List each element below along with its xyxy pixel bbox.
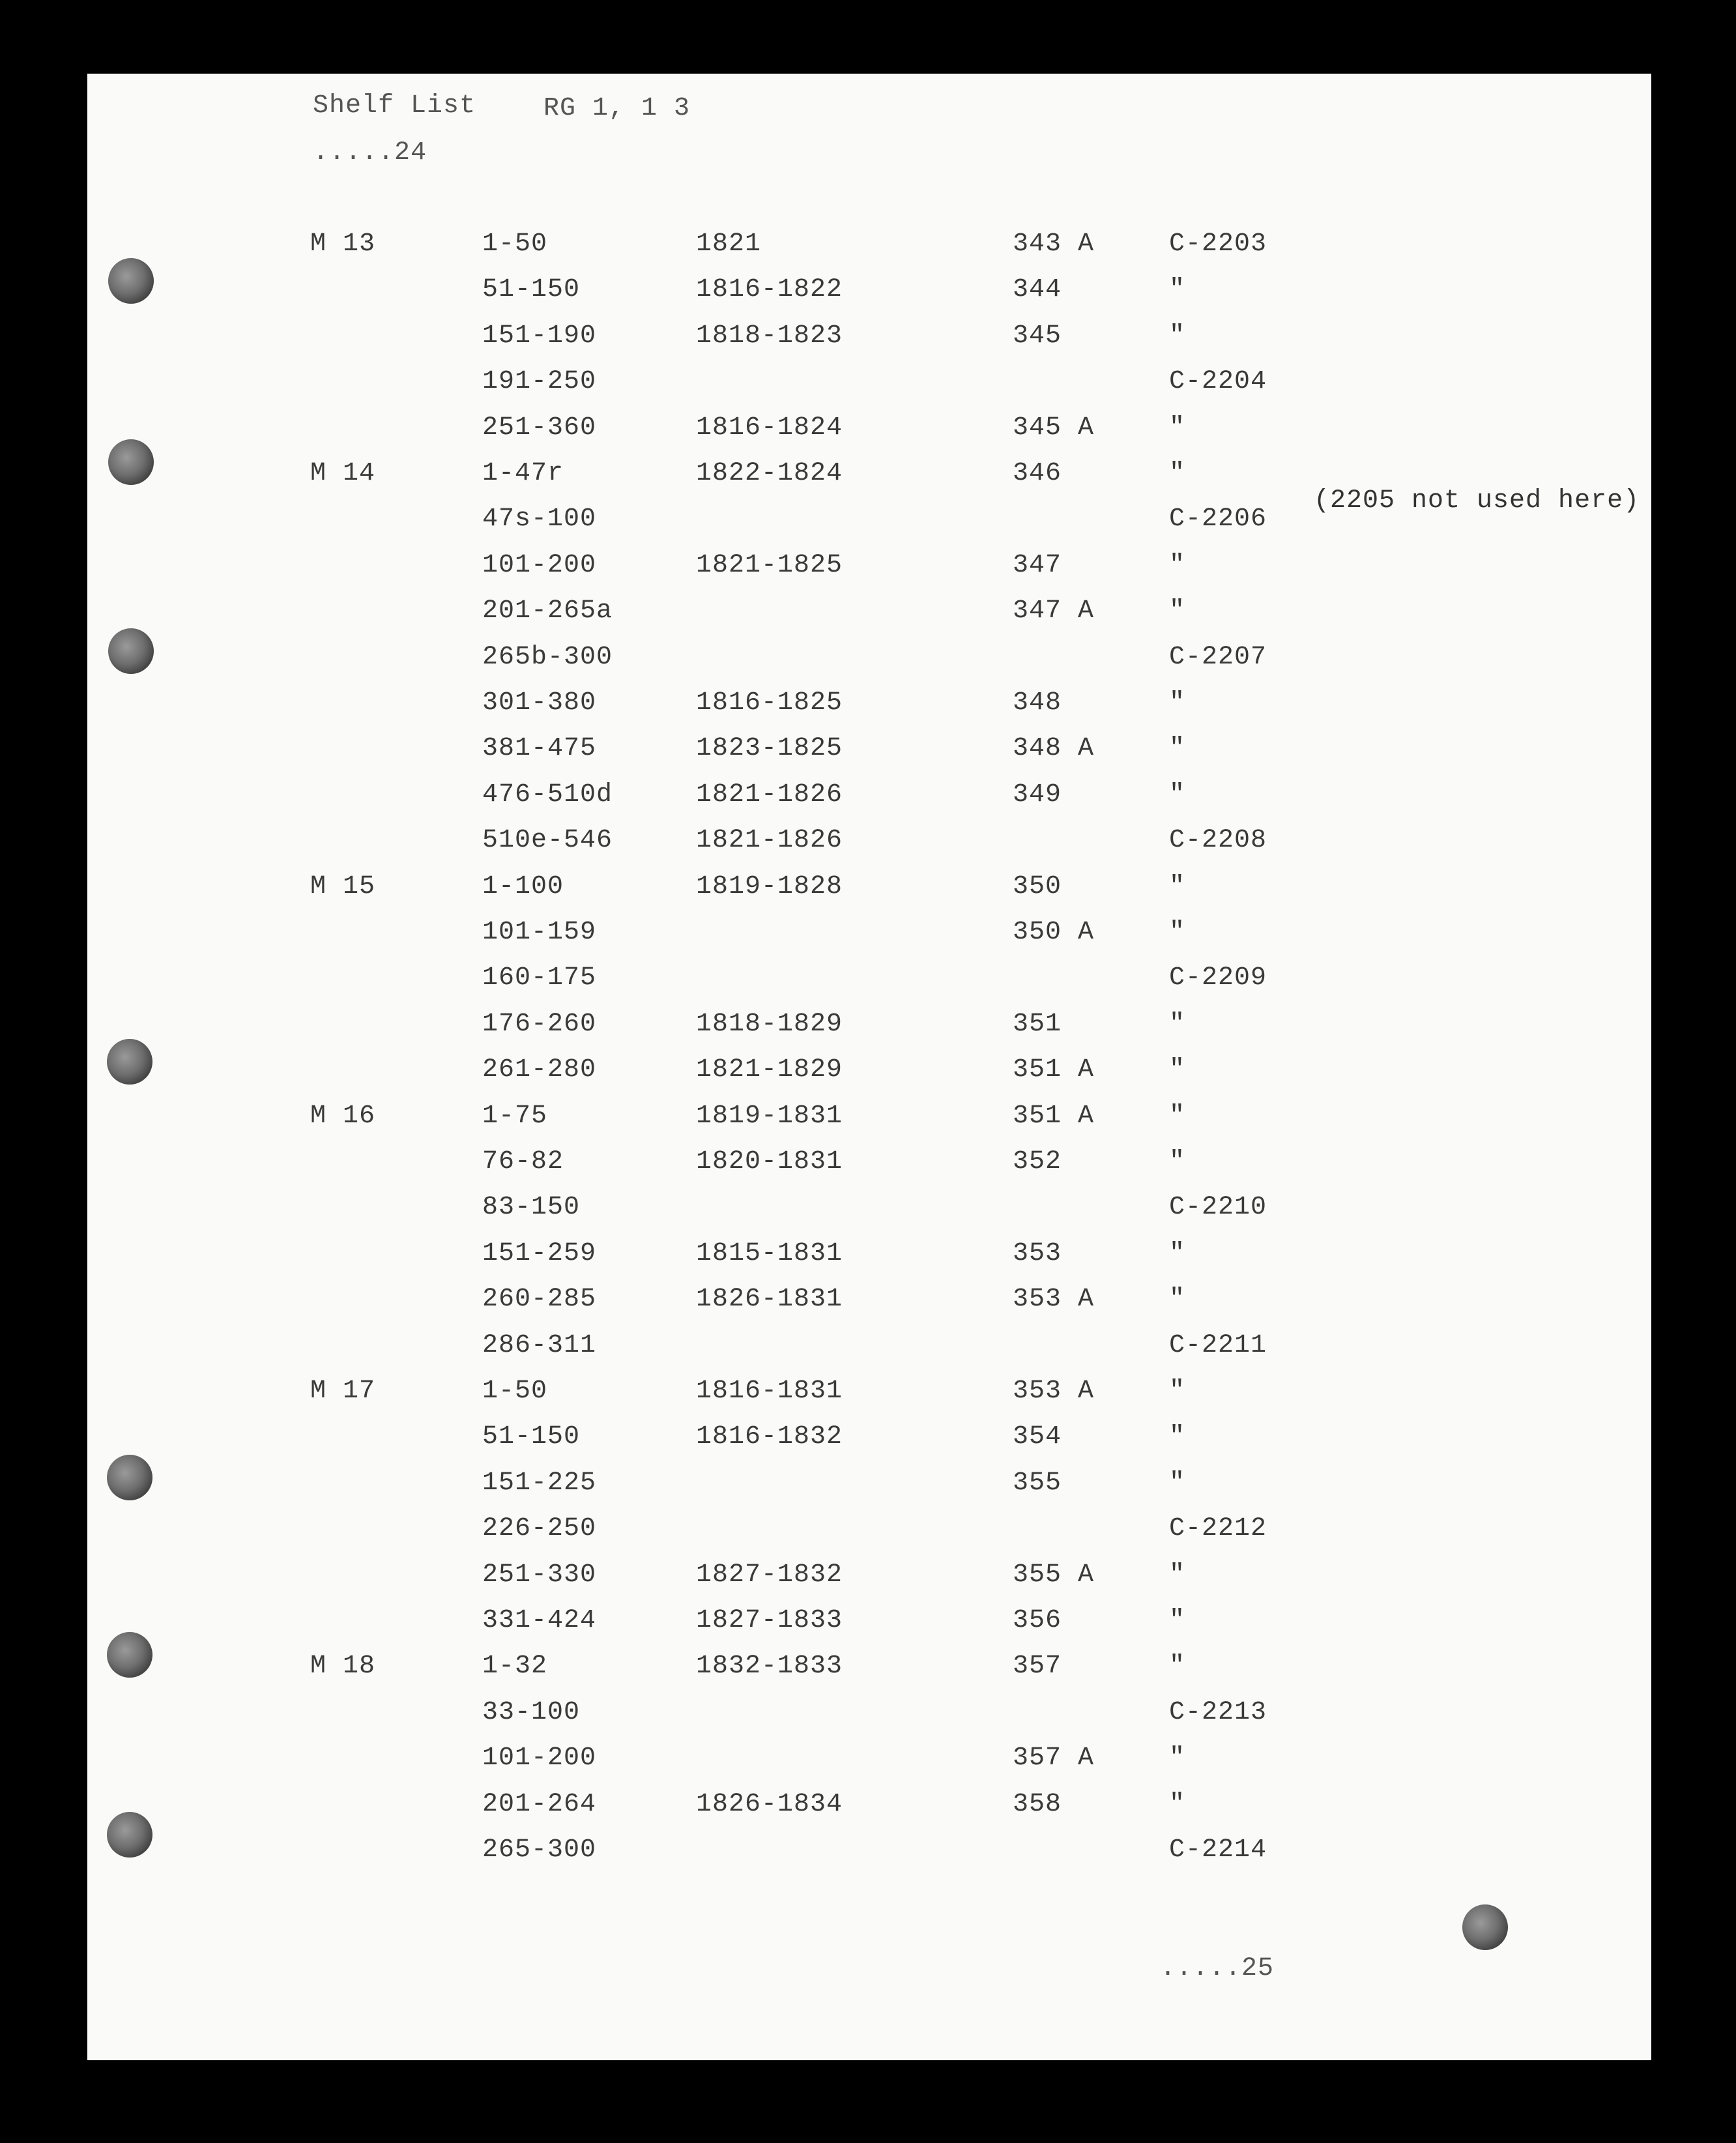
reel-number: " bbox=[1169, 1790, 1186, 1819]
binder-hole bbox=[108, 258, 154, 304]
item-range: 251-330 bbox=[482, 1560, 597, 1590]
box-number: 347 bbox=[1013, 551, 1062, 580]
item-range: 1-50 bbox=[482, 229, 548, 259]
item-range: 76-82 bbox=[482, 1147, 564, 1176]
reel-number: C-2203 bbox=[1169, 229, 1267, 259]
reel-number: C-2210 bbox=[1169, 1193, 1267, 1222]
item-range: 51-150 bbox=[482, 1422, 581, 1451]
item-range: 201-265a bbox=[482, 596, 613, 626]
date-range: 1816-1832 bbox=[696, 1422, 843, 1451]
item-range: 160-175 bbox=[482, 963, 597, 993]
reel-number: " bbox=[1169, 596, 1186, 626]
date-range: 1818-1823 bbox=[696, 321, 843, 351]
box-number: 350 A bbox=[1013, 918, 1095, 947]
item-range: 261-280 bbox=[482, 1055, 597, 1085]
date-range: 1819-1828 bbox=[696, 872, 843, 901]
item-range: 1-100 bbox=[482, 872, 564, 901]
date-range: 1816-1822 bbox=[696, 275, 843, 304]
document-page bbox=[87, 74, 1651, 2060]
reel-number: C-2208 bbox=[1169, 826, 1267, 855]
binder-hole bbox=[107, 1455, 152, 1500]
reel-number: " bbox=[1169, 1147, 1186, 1176]
series-label: M 15 bbox=[310, 872, 376, 901]
date-range: 1821 bbox=[696, 229, 762, 259]
reel-number: " bbox=[1169, 688, 1186, 718]
item-range: 1-50 bbox=[482, 1377, 548, 1406]
binder-hole bbox=[107, 1632, 152, 1678]
item-range: 151-225 bbox=[482, 1468, 597, 1498]
date-range: 1832-1833 bbox=[696, 1652, 843, 1681]
reel-number: " bbox=[1169, 321, 1186, 351]
date-range: 1815-1831 bbox=[696, 1239, 843, 1268]
item-range: 33-100 bbox=[482, 1698, 581, 1727]
next-page-number: .....25 bbox=[1160, 1954, 1275, 1983]
box-number: 343 A bbox=[1013, 229, 1095, 259]
box-number: 344 bbox=[1013, 275, 1062, 304]
date-range: 1816-1831 bbox=[696, 1377, 843, 1406]
binder-hole bbox=[107, 1039, 152, 1085]
reel-number: " bbox=[1169, 551, 1186, 580]
box-number: 357 bbox=[1013, 1652, 1062, 1681]
item-range: 265b-300 bbox=[482, 643, 613, 672]
item-range: 101-159 bbox=[482, 918, 597, 947]
reel-number: " bbox=[1169, 275, 1186, 304]
reel-number: C-2214 bbox=[1169, 1835, 1267, 1865]
date-range: 1827-1833 bbox=[696, 1606, 843, 1635]
binder-hole bbox=[108, 439, 154, 485]
reel-number: " bbox=[1169, 1468, 1186, 1498]
binder-hole bbox=[107, 1812, 152, 1858]
item-range: 1-75 bbox=[482, 1101, 548, 1131]
item-range: 151-190 bbox=[482, 321, 597, 351]
box-number: 349 bbox=[1013, 780, 1062, 809]
reel-number: " bbox=[1169, 1010, 1186, 1039]
series-label: M 17 bbox=[310, 1377, 376, 1406]
item-range: 1-32 bbox=[482, 1652, 548, 1681]
item-range: 260-285 bbox=[482, 1285, 597, 1314]
item-range: 331-424 bbox=[482, 1606, 597, 1635]
box-number: 357 A bbox=[1013, 1743, 1095, 1773]
date-range: 1826-1831 bbox=[696, 1285, 843, 1314]
box-number: 358 bbox=[1013, 1790, 1062, 1819]
date-range: 1821-1826 bbox=[696, 780, 843, 809]
box-number: 346 bbox=[1013, 459, 1062, 488]
item-range: 201-264 bbox=[482, 1790, 597, 1819]
reel-number: " bbox=[1169, 413, 1186, 443]
date-range: 1818-1829 bbox=[696, 1010, 843, 1039]
box-number: 345 bbox=[1013, 321, 1062, 351]
date-range: 1816-1825 bbox=[696, 688, 843, 718]
item-range: 476-510d bbox=[482, 780, 613, 809]
item-range: 226-250 bbox=[482, 1514, 597, 1543]
reel-number: " bbox=[1169, 1055, 1186, 1085]
reel-number: " bbox=[1169, 780, 1186, 809]
reel-number: C-2212 bbox=[1169, 1514, 1267, 1543]
item-range: 83-150 bbox=[482, 1193, 581, 1222]
shelf-list-title: Shelf List bbox=[313, 91, 476, 121]
date-range: 1819-1831 bbox=[696, 1101, 843, 1131]
record-group-ref: RG 1, 1 3 bbox=[543, 94, 691, 123]
box-number: 348 A bbox=[1013, 734, 1095, 763]
box-number: 353 bbox=[1013, 1239, 1062, 1268]
item-range: 265-300 bbox=[482, 1835, 597, 1865]
item-range: 301-380 bbox=[482, 688, 597, 718]
date-range: 1826-1834 bbox=[696, 1790, 843, 1819]
reel-number: " bbox=[1169, 1285, 1186, 1314]
date-range: 1823-1825 bbox=[696, 734, 843, 763]
date-range: 1820-1831 bbox=[696, 1147, 843, 1176]
box-number: 351 A bbox=[1013, 1101, 1095, 1131]
reel-number: " bbox=[1169, 1652, 1186, 1681]
box-number: 347 A bbox=[1013, 596, 1095, 626]
item-range: 510e-546 bbox=[482, 826, 613, 855]
reel-number: " bbox=[1169, 1101, 1186, 1131]
reel-number: C-2209 bbox=[1169, 963, 1267, 993]
reel-number: C-2213 bbox=[1169, 1698, 1267, 1727]
reel-number: " bbox=[1169, 1606, 1186, 1635]
item-range: 101-200 bbox=[482, 1743, 597, 1773]
item-range: 381-475 bbox=[482, 734, 597, 763]
box-number: 352 bbox=[1013, 1147, 1062, 1176]
item-range: 1-47r bbox=[482, 459, 564, 488]
reel-number: " bbox=[1169, 734, 1186, 763]
box-number: 355 A bbox=[1013, 1560, 1095, 1590]
reel-number: " bbox=[1169, 1377, 1186, 1406]
item-range: 286-311 bbox=[482, 1331, 597, 1360]
item-range: 251-360 bbox=[482, 413, 597, 443]
box-number: 354 bbox=[1013, 1422, 1062, 1451]
previous-page-number: .....24 bbox=[313, 138, 427, 168]
reel-note: (2205 not used here) bbox=[1314, 486, 1640, 516]
box-number: 353 A bbox=[1013, 1285, 1095, 1314]
box-number: 351 A bbox=[1013, 1055, 1095, 1085]
reel-number: C-2206 bbox=[1169, 504, 1267, 534]
box-number: 356 bbox=[1013, 1606, 1062, 1635]
reel-number: " bbox=[1169, 918, 1186, 947]
box-number: 351 bbox=[1013, 1010, 1062, 1039]
reel-number: " bbox=[1169, 1422, 1186, 1451]
box-number: 355 bbox=[1013, 1468, 1062, 1498]
reel-number: " bbox=[1169, 1743, 1186, 1773]
box-number: 350 bbox=[1013, 872, 1062, 901]
date-range: 1822-1824 bbox=[696, 459, 843, 488]
box-number: 353 A bbox=[1013, 1377, 1095, 1406]
date-range: 1821-1826 bbox=[696, 826, 843, 855]
reel-number: C-2204 bbox=[1169, 367, 1267, 396]
reel-number: " bbox=[1169, 1239, 1186, 1268]
item-range: 176-260 bbox=[482, 1010, 597, 1039]
date-range: 1827-1832 bbox=[696, 1560, 843, 1590]
date-range: 1821-1829 bbox=[696, 1055, 843, 1085]
box-number: 348 bbox=[1013, 688, 1062, 718]
reel-number: C-2211 bbox=[1169, 1331, 1267, 1360]
date-range: 1816-1824 bbox=[696, 413, 843, 443]
date-range: 1821-1825 bbox=[696, 551, 843, 580]
reel-number: " bbox=[1169, 1560, 1186, 1590]
series-label: M 13 bbox=[310, 229, 376, 259]
reel-number: " bbox=[1169, 872, 1186, 901]
reel-number: " bbox=[1169, 459, 1186, 488]
reel-number: C-2207 bbox=[1169, 643, 1267, 672]
series-label: M 16 bbox=[310, 1101, 376, 1131]
item-range: 47s-100 bbox=[482, 504, 597, 534]
binder-hole bbox=[108, 628, 154, 674]
item-range: 151-259 bbox=[482, 1239, 597, 1268]
binder-hole bbox=[1462, 1904, 1508, 1950]
item-range: 51-150 bbox=[482, 275, 581, 304]
series-label: M 14 bbox=[310, 459, 376, 488]
box-number: 345 A bbox=[1013, 413, 1095, 443]
item-range: 101-200 bbox=[482, 551, 597, 580]
item-range: 191-250 bbox=[482, 367, 597, 396]
series-label: M 18 bbox=[310, 1652, 376, 1681]
